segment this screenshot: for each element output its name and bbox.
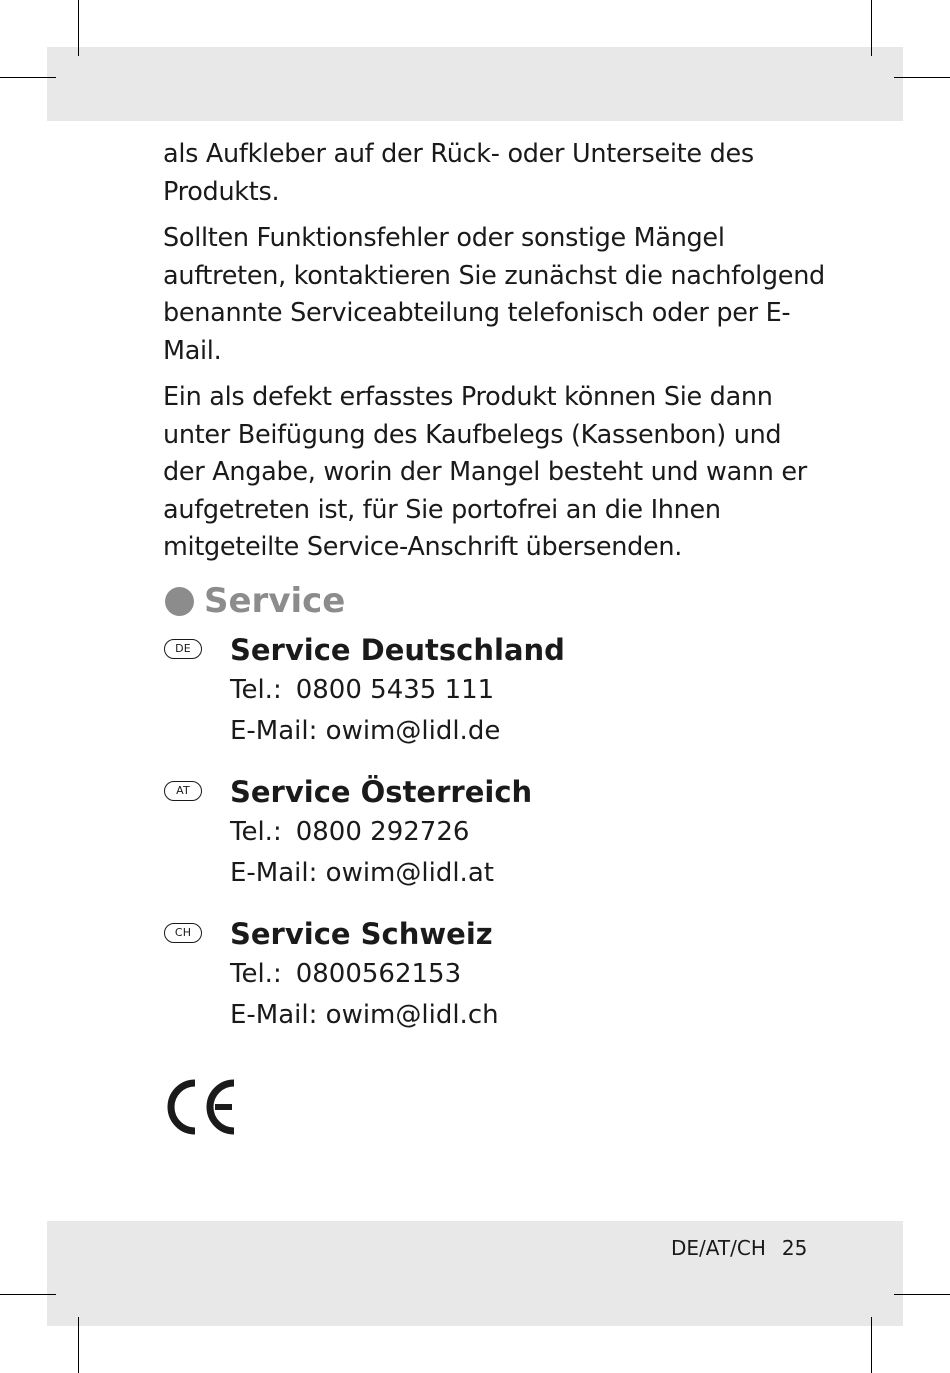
crop-mark xyxy=(0,77,56,78)
service-name: Service Österreich xyxy=(230,775,533,809)
body-text xyxy=(163,136,828,576)
phone-label: Tel.: xyxy=(230,675,282,705)
page-footer xyxy=(671,1236,807,1260)
email-address[interactable]: owim@lidl.ch xyxy=(325,999,499,1030)
bullet-dot-icon xyxy=(165,587,194,616)
email-label: E-Mail: xyxy=(230,857,318,888)
crop-mark xyxy=(871,1317,872,1373)
crop-mark xyxy=(894,77,950,78)
paragraph-send-product: Ein als defekt erfasstes Produkt können Sie dann unter Beifügung des Kaufbelegs (Kassenbon) und der Angabe, worin der Mangel besteht und wann er aufgetreten ist, für Sie portofrei an die Ihnen mitgeteilte Service-Anschrift übersenden. xyxy=(163,382,807,562)
service-name: Service Deutschland xyxy=(230,633,565,667)
crop-mark xyxy=(78,0,79,56)
paragraph-product-label: als Aufkleber auf der Rück- oder Unterseite des Produkts. xyxy=(163,139,754,207)
crop-mark xyxy=(871,0,872,56)
service-email xyxy=(230,853,532,894)
phone-number[interactable]: 0800 292726 xyxy=(295,817,470,847)
email-label: E-Mail: xyxy=(230,715,318,746)
service-phone xyxy=(230,670,565,711)
service-email xyxy=(230,711,565,752)
email-address[interactable]: owim@lidl.de xyxy=(325,715,501,746)
service-email xyxy=(230,995,499,1036)
footer-countries: DE/AT/CH xyxy=(671,1236,766,1260)
country-badge-de: DE xyxy=(164,639,202,659)
section-heading-text: Service xyxy=(204,581,346,621)
service-name: Service Schweiz xyxy=(230,917,493,951)
service-phone xyxy=(230,954,499,995)
email-address[interactable]: owim@lidl.at xyxy=(325,857,494,888)
header-band xyxy=(47,47,903,121)
ce-mark-icon xyxy=(162,1078,242,1136)
paragraph-contact-service: Sollten Funktionsfehler oder sonstige Mängel auftreten, kontaktieren Sie zunächst die nachfolgend benannte Serviceabteilung telefonisch oder per E-Mail. xyxy=(163,223,825,366)
section-heading xyxy=(165,581,345,621)
phone-number[interactable]: 0800562153 xyxy=(295,959,462,989)
email-label: E-Mail: xyxy=(230,999,318,1030)
crop-mark xyxy=(78,1317,79,1373)
phone-label: Tel.: xyxy=(230,817,282,847)
phone-number[interactable]: 0800 5435 111 xyxy=(295,675,495,705)
phone-label: Tel.: xyxy=(230,959,282,989)
crop-mark xyxy=(894,1294,950,1295)
crop-mark xyxy=(0,1294,56,1295)
page-number: 25 xyxy=(781,1236,808,1260)
country-badge-ch: CH xyxy=(164,923,202,943)
service-phone xyxy=(230,812,532,853)
country-badge-at: AT xyxy=(164,781,202,801)
